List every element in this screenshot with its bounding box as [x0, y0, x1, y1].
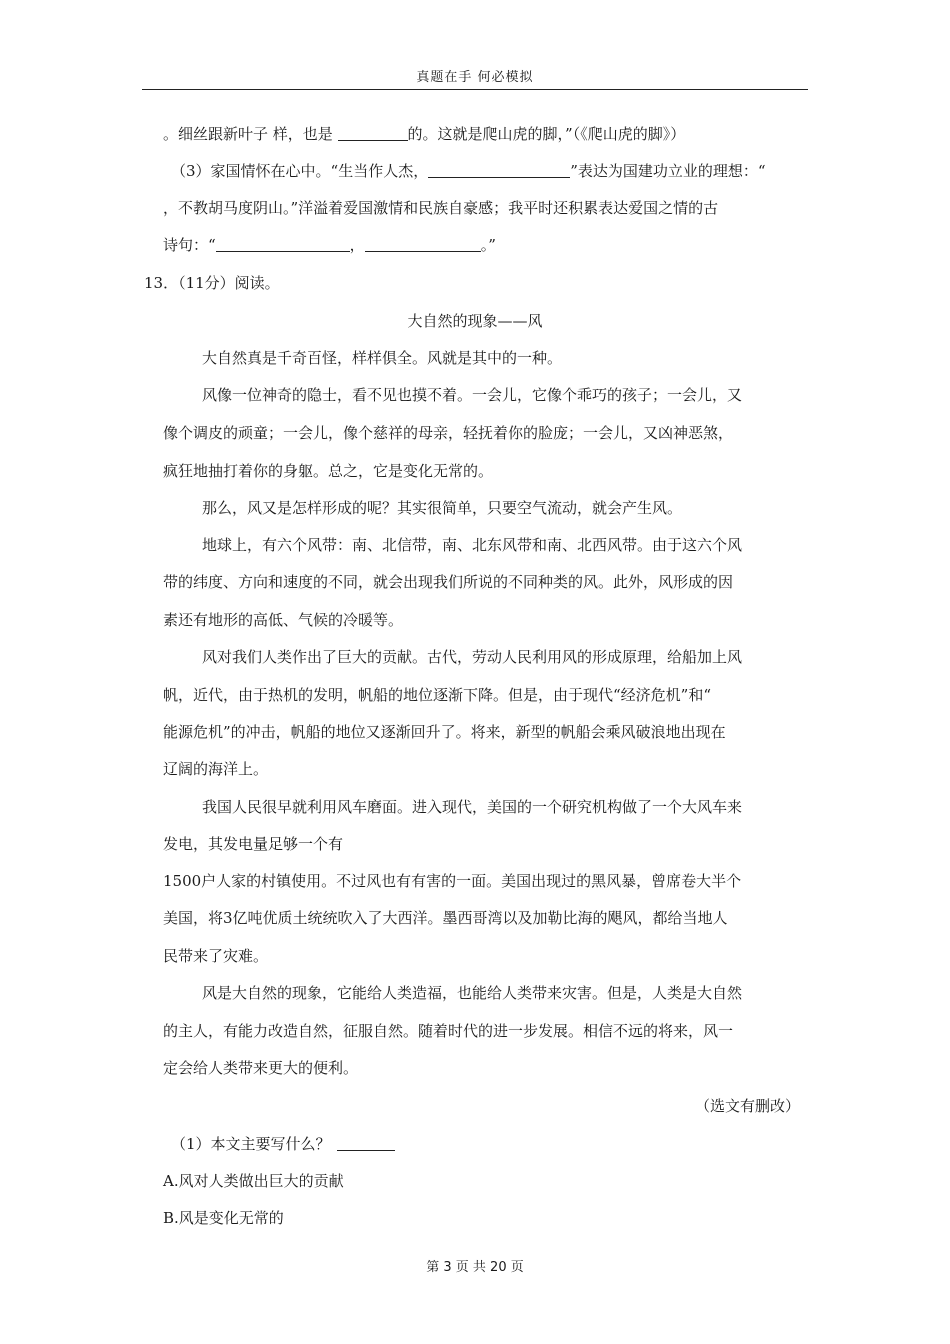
continued-text: （3）家国情怀在心中。“生当作人杰，: [171, 162, 429, 180]
passage-line: 帆，近代，由于热机的发明，帆船的地位逐渐下降。但是，由于现代“经济危机”和“: [163, 686, 712, 704]
continued-text: 。细丝跟新叶子 样，也是: [163, 125, 338, 143]
continued-line-2: [171, 161, 766, 181]
passage-line: 像个调皮的顽童；一会儿，像个慈祥的母亲，轻抚着你的脸庞；一会儿，又凶神恶煞，: [163, 424, 734, 442]
continued-text: ，: [349, 236, 365, 254]
passage-line: 素还有地形的高低、气候的冷暖等。: [163, 611, 404, 629]
answer-blank: [428, 161, 570, 178]
passage-line: 地球上，有六个风带：南、北信带，南、北东风带和南、北西风带。由于这六个风: [202, 536, 743, 554]
passage-line: 那么，风又是怎样形成的呢？其实很简单，只要空气流动，就会产生风。: [202, 499, 683, 517]
passage-line: 民带来了灾难。: [163, 947, 269, 965]
answer-blank: [337, 1134, 395, 1151]
continued-text: 。”: [480, 236, 496, 254]
passage-line: 定会给人类带来更大的便利。: [163, 1059, 359, 1077]
passage-line: 的主人，有能力改造自然，征服自然。随着时代的进一步发展。相信不远的将来，风一: [163, 1022, 734, 1040]
continued-text: ”表达为国建功立业的理想：“: [570, 162, 766, 180]
continued-line-1: [163, 124, 685, 144]
answer-blank: [365, 235, 481, 252]
passage-line: 带的纬度、方向和速度的不同，就会出现我们所说的不同种类的风。此外，风形成的因: [163, 573, 734, 591]
passage-line: 风像一位神奇的隐士，看不见也摸不着。一会儿，它像个乖巧的孩子；一会儿，又: [202, 386, 743, 404]
answer-blank: [338, 124, 408, 141]
option-a: A.风对人类做出巨大的贡献: [163, 1172, 344, 1190]
continued-text: 诗句：“: [163, 236, 216, 254]
option-b: B.风是变化无常的: [163, 1209, 284, 1227]
passage-title: 大自然的现象——风: [407, 312, 543, 330]
passage-line: 发电，其发电量足够一个有: [163, 835, 344, 853]
page-header: 真题在手 何必模拟: [416, 70, 534, 85]
passage-line: 辽阔的海洋上。: [163, 760, 269, 778]
continued-text: 的。这就是爬山虎的脚，”（《爬山虎的脚》）: [407, 125, 686, 143]
passage-line: 美国，将3亿吨优质土统统吹入了大西洋。墨西哥湾以及加勒比海的飓风，都给当地人: [163, 909, 728, 927]
continued-line-3: ，不教胡马度阴山。”洋溢着爱国激情和民族自豪感；我平时还积累表达爱国之情的古: [163, 199, 719, 217]
page-number: 第 3 页 共 20 页: [426, 1260, 524, 1275]
passage-line: 大自然真是千奇百怪，样样俱全。风就是其中的一种。: [202, 349, 563, 367]
passage-line: 1500户人家的村镇使用。不过风也有有害的一面。美国出现过的黑风暴，曾席卷大半个: [163, 872, 742, 890]
sub-question-1: [171, 1134, 395, 1154]
passage-line: 我国人民很早就利用风车磨面。进入现代，美国的一个研究机构做了一个大风车来: [202, 798, 743, 816]
passage-source: （选文有删改）: [694, 1097, 800, 1115]
answer-blank: [216, 235, 350, 252]
header-divider: [142, 89, 808, 90]
question-heading: 13．（11分）阅读。: [144, 274, 280, 292]
passage-line: 疯狂地抽打着你的身躯。总之，它是变化无常的。: [163, 462, 494, 480]
passage-line: 风对我们人类作出了巨大的贡献。古代，劳动人民利用风的形成原理，给船加上风: [202, 648, 743, 666]
continued-line-4: [163, 235, 496, 255]
sub-question-text: （1）本文主要写什么？: [171, 1135, 331, 1153]
passage-line: 能源危机”的冲击，帆船的地位又逐渐回升了。将来，新型的帆船会乘风破浪地出现在: [163, 723, 726, 741]
passage-line: 风是大自然的现象，它能给人类造福，也能给人类带来灾害。但是，人类是大自然: [202, 984, 743, 1002]
